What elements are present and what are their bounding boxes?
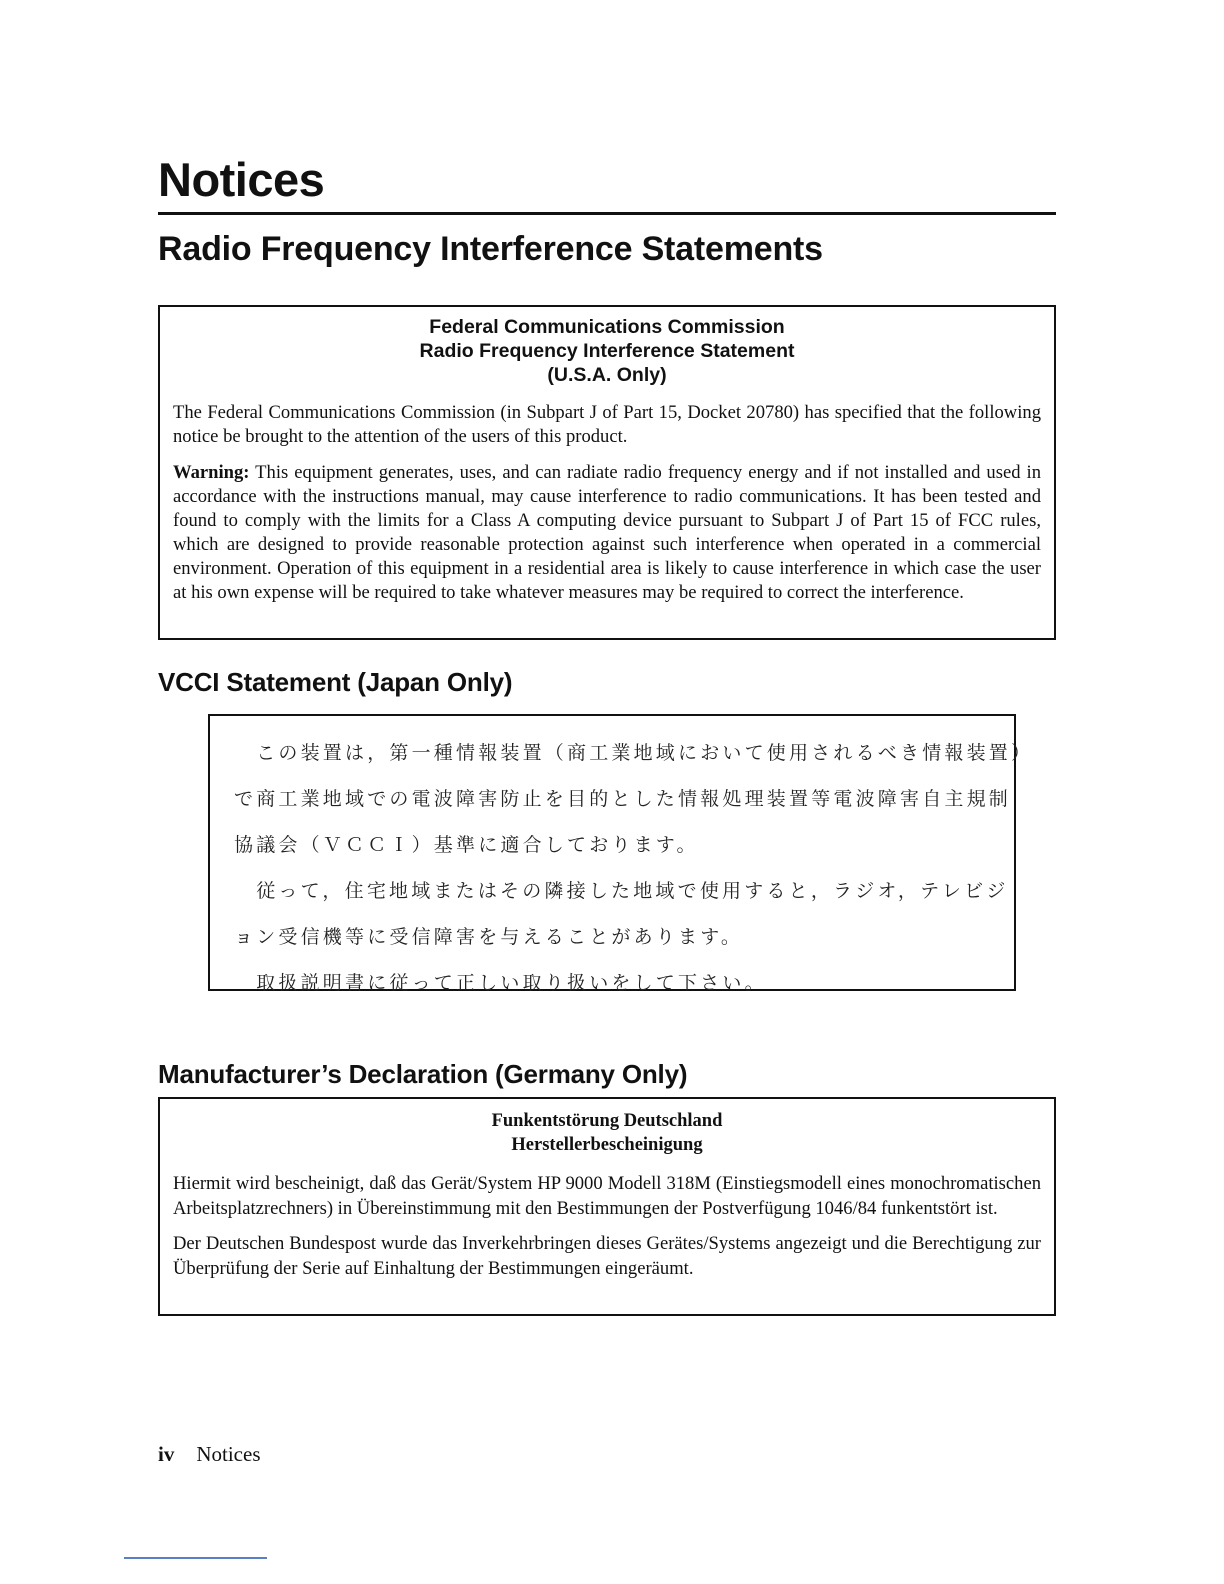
fcc-heading [173, 315, 1041, 387]
vcci-line-4: 従って，住宅地域またはその隣接した地域で使用すると，ラジオ，テレビジ [234, 880, 1009, 902]
bottom-divider [124, 1557, 267, 1559]
warning-label: Warning: [173, 462, 250, 483]
page-footer [158, 1442, 261, 1467]
fcc-warning-paragraph [173, 461, 1041, 605]
vcci-statement-box [208, 714, 1034, 994]
vcci-line-5: ョン受信機等に受信障害を与えることがあります。 [234, 926, 744, 948]
page-title: Notices [158, 153, 325, 206]
germany-box-heading-line-2: Herstellerbescheinigung [511, 1135, 703, 1155]
warning-text: This equipment generates, uses, and can radiate radio frequency energy and if not installed and used in accordance with the instructions manual, may cause interference to radio communications. It has been tested and found to comply with the limits for a Class A computing device pursuant to Subpart J of Part 15 of FCC rules, which are designed to provide reasonable protection against such interference when operated in a commercial environment. Operation of this equipment in a residential area is likely to cause interference in which case the user at his own expense will be required to take whatever measures may be required to correct the interference. [173, 462, 1041, 603]
fcc-statement-box [158, 305, 1056, 640]
footer-label: Notices [196, 1442, 261, 1466]
fcc-heading-line-1: Federal Communications Commission [429, 316, 785, 338]
germany-box-heading [173, 1109, 1041, 1157]
vcci-line-6: 取扱説明書に従って正しい取り扱いをして下さい。 [234, 972, 767, 994]
germany-heading: Manufacturer’s Declaration (Germany Only) [158, 1059, 688, 1089]
vcci-heading: VCCI Statement (Japan Only) [158, 667, 513, 697]
vcci-line-1: この装置は，第一種情報装置（商工業地域において使用されるべき情報装置） [234, 742, 1034, 764]
fcc-heading-line-3: (U.S.A. Only) [547, 364, 667, 386]
section-title: Radio Frequency Interference Statements [158, 230, 823, 268]
fcc-intro-paragraph: The Federal Communications Commission (in Subpart J of Part 15, Docket 20780) has specified that the following notice be brought to the attention of the users of this product. [173, 402, 1041, 447]
page-number: iv [158, 1442, 175, 1466]
germany-declaration-box [158, 1097, 1056, 1316]
vcci-line-3: 協議会（ＶＣＣＩ）基準に適合しております。 [234, 834, 699, 856]
fcc-heading-line-2: Radio Frequency Interference Statement [419, 340, 795, 362]
germany-paragraph-2: Der Deutschen Bundespost wurde das Inverkehrbringen dieses Gerätes/Systems angezeigt und die Berechtigung zur Überprüfung der Serie auf Einhaltung der Bestimmungen eingeräumt. [173, 1233, 1041, 1279]
germany-paragraph-1: Hiermit wird bescheinigt, daß das Gerät/System HP 9000 Modell 318M (Einstiegsmodell eines monochromatischen Arbeitsplatzrechners) in Übereinstimmung mit den Bestimmungen der Postverfügung 1046/84 funkentstört ist. [173, 1173, 1041, 1219]
title-rule [158, 212, 1056, 215]
germany-box-heading-line-1: Funkentstörung Deutschland [491, 1111, 723, 1131]
vcci-line-2: で商工業地域での電波障害防止を目的とした情報処理装置等電波障害自主規制 [234, 788, 1012, 810]
